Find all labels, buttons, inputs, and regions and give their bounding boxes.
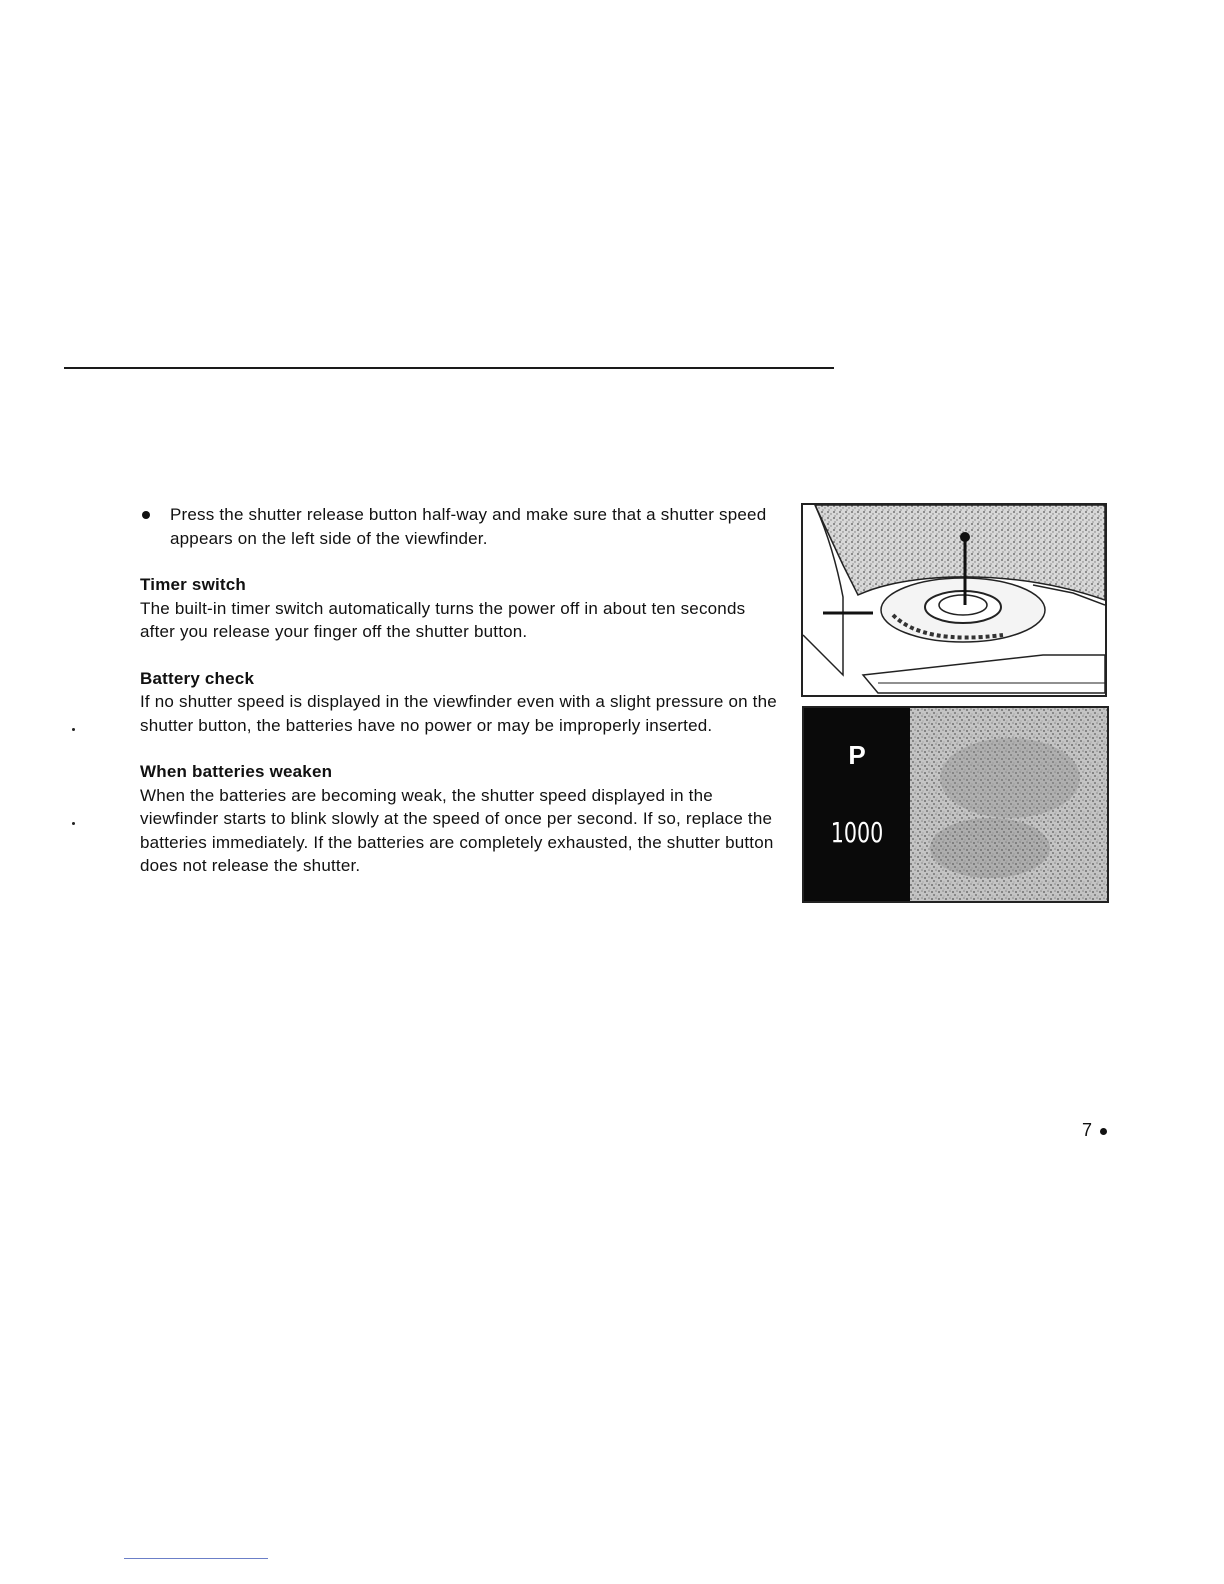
section-heading: Timer switch [140,575,247,594]
body-text [140,503,780,878]
section-battery-check [140,667,780,738]
header-rule [64,367,834,369]
scan-speck [72,822,75,825]
viewfinder-display [802,706,1109,903]
section-body: The built-in timer switch automatically turns the power off in about ten seconds after you release your finger off the shutter button. [140,598,746,641]
section-body: If no shutter speed is displayed in the viewfinder even with a slight pressure on the shutter button, the batteries have no power or may be improperly inserted. [140,692,777,735]
section-body: When the batteries are becoming weak, the shutter speed displayed in the viewfinder starts to blink slowly at the speed of once per second. If so, replace the batteries immediately. If the batteries are completely exhausted, the shutter button does not release the shutter. [140,785,774,875]
page-bullet-icon [1100,1128,1107,1135]
bullet-icon [142,511,150,519]
page-number [1082,1120,1107,1141]
viewfinder-led-panel [804,708,910,901]
section-heading: Battery check [140,668,255,688]
footer-rule [124,1558,268,1559]
viewfinder-scene [910,708,1107,901]
viewfinder-shutter-speed: 1000 [830,816,884,849]
scan-speck [72,728,75,731]
camera-dial-illustration [801,503,1107,697]
viewfinder-mode: P [848,740,866,770]
camera-dial-drawing [803,505,1105,695]
section-batteries-weaken [140,760,780,878]
intro-bullet [140,503,780,550]
intro-bullet-text: Press the shutter release button half-way and make sure that a shutter speed appears on the left side of the viewfinder. [170,505,767,548]
section-timer-switch [140,573,780,644]
page-number-text: 7 [1082,1120,1093,1140]
section-heading: When batteries weaken [140,762,333,781]
